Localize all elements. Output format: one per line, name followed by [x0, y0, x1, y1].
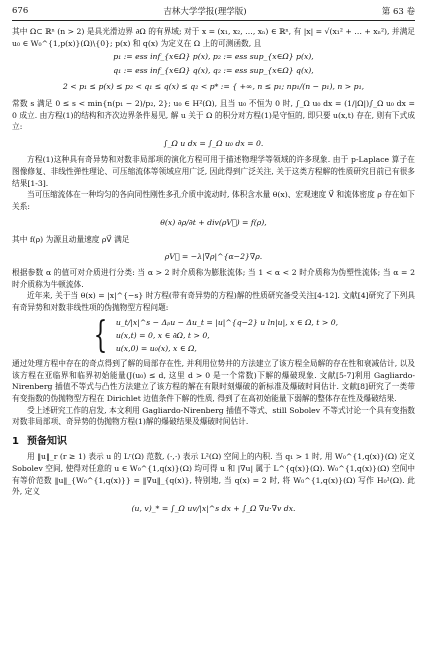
section-number: 1	[12, 435, 19, 447]
equation-inner-product: (u, v)_* = ∫_Ω uv/|x|^s dx + ∫_Ω ∇u·∇v dx.	[131, 503, 296, 513]
equation-q: q₁ := ess inf_{x∈Ω} q(x), q₂ := ess sup_{x∈Ω} q(x),	[113, 65, 314, 75]
equation-system	[12, 314, 415, 356]
page-number: 676	[12, 6, 29, 16]
paragraph: 受上述研究工作的启发, 本文利用 Gagliardo-Nirenberg 插值不等式、still Sobolev 不等式讨论一个具有变指数对数非局部项、奇异势的伪抛物方程(1)解的爆破结果及爆破时间估计.	[12, 405, 415, 427]
paragraph: 其中 f(ρ) 为源且动量速度 ρV⃗ 满足	[12, 234, 130, 244]
system-row: u_t/|x|^s − Δₚu − Δu_t = |u|^{q−2} u ln|u|, x ∈ Ω, t > 0,	[115, 318, 339, 328]
running-header	[12, 4, 415, 18]
paragraph: 方程(1)这种具有奇异势和对数非局部项的演化方程可用于描述物理学等领域的许多现象. 由于 p-Laplace 算子在图像修复、非线性弹性理论、可压缩流体等领域应用广泛, 因此得到广泛关注, 关于这类方程解的性质研究目前已有很多结果[1-3].	[12, 155, 415, 188]
equation-conservation: ∫_Ω u dx = ∫_Ω u₀ dx = 0.	[163, 138, 264, 148]
paragraph: 用 ‖u‖_r (r ≥ 1) 表示 u 的 Lʳ(Ω) 范数, (·,·) 表示 L²(Ω) 空间上的内积. 当 q₁ > 1 时, 用 W₀^{1,q(x)}(Ω) 定义 Sobolev 空间, 使得对任意的 u ∈ W₀^{1,q(x)}(Ω) 均可得 u 和 |∇u| 属于 L^{q(x)}(Ω). W₀^{1,q(x)}(Ω) 空间中有等价范数 ‖u‖_{W₀^{1,q(x)}} = ‖∇u‖_{q(x)}, 特别地, 当 q(x) = 2 时, 将 W₀^{1,q(x)}(Ω) 写作 H₀¹(Ω). 此外, 定义	[12, 452, 415, 497]
equation-darcy: ρV⃗ = −λ|∇ρ|^{α−2}∇ρ.	[164, 251, 263, 261]
equation-p: p₁ := ess inf_{x∈Ω} p(x), p₂ := ess sup_{x∈Ω} p(x),	[113, 52, 314, 62]
left-brace: {	[93, 314, 108, 356]
paragraph: 根据参数 α 的值可对介质进行分类: 当 α > 2 时介质称为膨胀流体; 当 1 < α < 2 时介质称为伪塑性流体; 当 α = 2 时介质称为牛顿流体.	[12, 268, 415, 289]
section-title: 预备知识	[26, 435, 67, 447]
paragraph: 近年来, 关于当 θ(x) = |x|^{−s} 时方程(带有奇异势的方程)解的性质研究备受关注[4-12]. 文献[4]研究了下列具有奇异势和对数非线性项的伪抛物型方程问题:	[12, 291, 415, 312]
journal-title: 吉林大学学报(理学版)	[163, 7, 247, 17]
paragraph: 常数 s 满足 0 ≤ s < min{n(p₁ − 2)/p₂, 2}; u₀ ∈ H²(Ω), 且当 u₀ 不恒为 0 时, ∫_Ω u₀ dx = (1/|Ω|)∫_Ω u₀ dx = 0 成立. 由方程(1)的结构和齐次边界条件易见, 解 u 关于 Ω 的积分对方程(1)是守恒的, 即只要 u(x,t) 存在, 则有下式成立:	[12, 98, 415, 132]
paragraph: 通过处理方程中存在的奇点得到了解的局部存在性, 并利用位势井的方法建立了该方程全局解的存在性和衰减估计, 以及该方程在亚临界和临界初始能量(J(u₀) ≤ d, 这里 d > 0 是一个常数)下解的爆破现象. 文献[5-7]利用 Gagliardo-Nirenberg 插值不等式与凸性方法建立了该方程的解在有限时刻爆破的新标准及爆破时间估计. 文献[8]研究了一类带有变指数的伪抛物型方程在 Dirichlet 边值条件下解的性质, 得到了在高初始能量下弱解的整体存在性及爆破结果.	[12, 359, 415, 404]
section-heading	[12, 436, 415, 448]
equation-continuity: θ(x) ∂ρ/∂t + div(ρV⃗) = f(ρ),	[160, 218, 267, 228]
header-rule	[12, 20, 415, 21]
equation-condition: 2 < p₁ ≤ p(x) ≤ p₂ < q₁ ≤ q(x) ≤ q₂ < p* := { +∞, n ≤ p₁; np₁/(n − p₁), n > p₁,	[62, 82, 365, 92]
paragraph: 其中 Ω⊂ ℝⁿ (n > 2) 是具光滑边界 ∂Ω 的有界域; 对于 x = (x₁, x₂, …, xₙ) ∈ ℝⁿ, 有 |x| = √(x₁² + … + xₙ²), 并满足 u₀ ∈ W₀^{1,p(x)}(Ω)\{0}; p(x) 和 q(x) 为定义在 Ω 上的可测函数, 且	[12, 27, 415, 48]
system-row: u(x,0) = u₀(x), x ∈ Ω,	[115, 343, 197, 353]
volume-label: 第 63 卷	[381, 7, 415, 17]
article-body	[12, 26, 415, 519]
paragraph: 当可压缩流体在一种均匀的各向同性刚性多孔介质中流动时, 体积含水量 θ(x)、宏观速度 V⃗ 和流体密度 ρ 存在如下关系:	[12, 190, 415, 211]
system-row: u(x,t) = 0, x ∈ ∂Ω, t > 0,	[115, 331, 210, 341]
